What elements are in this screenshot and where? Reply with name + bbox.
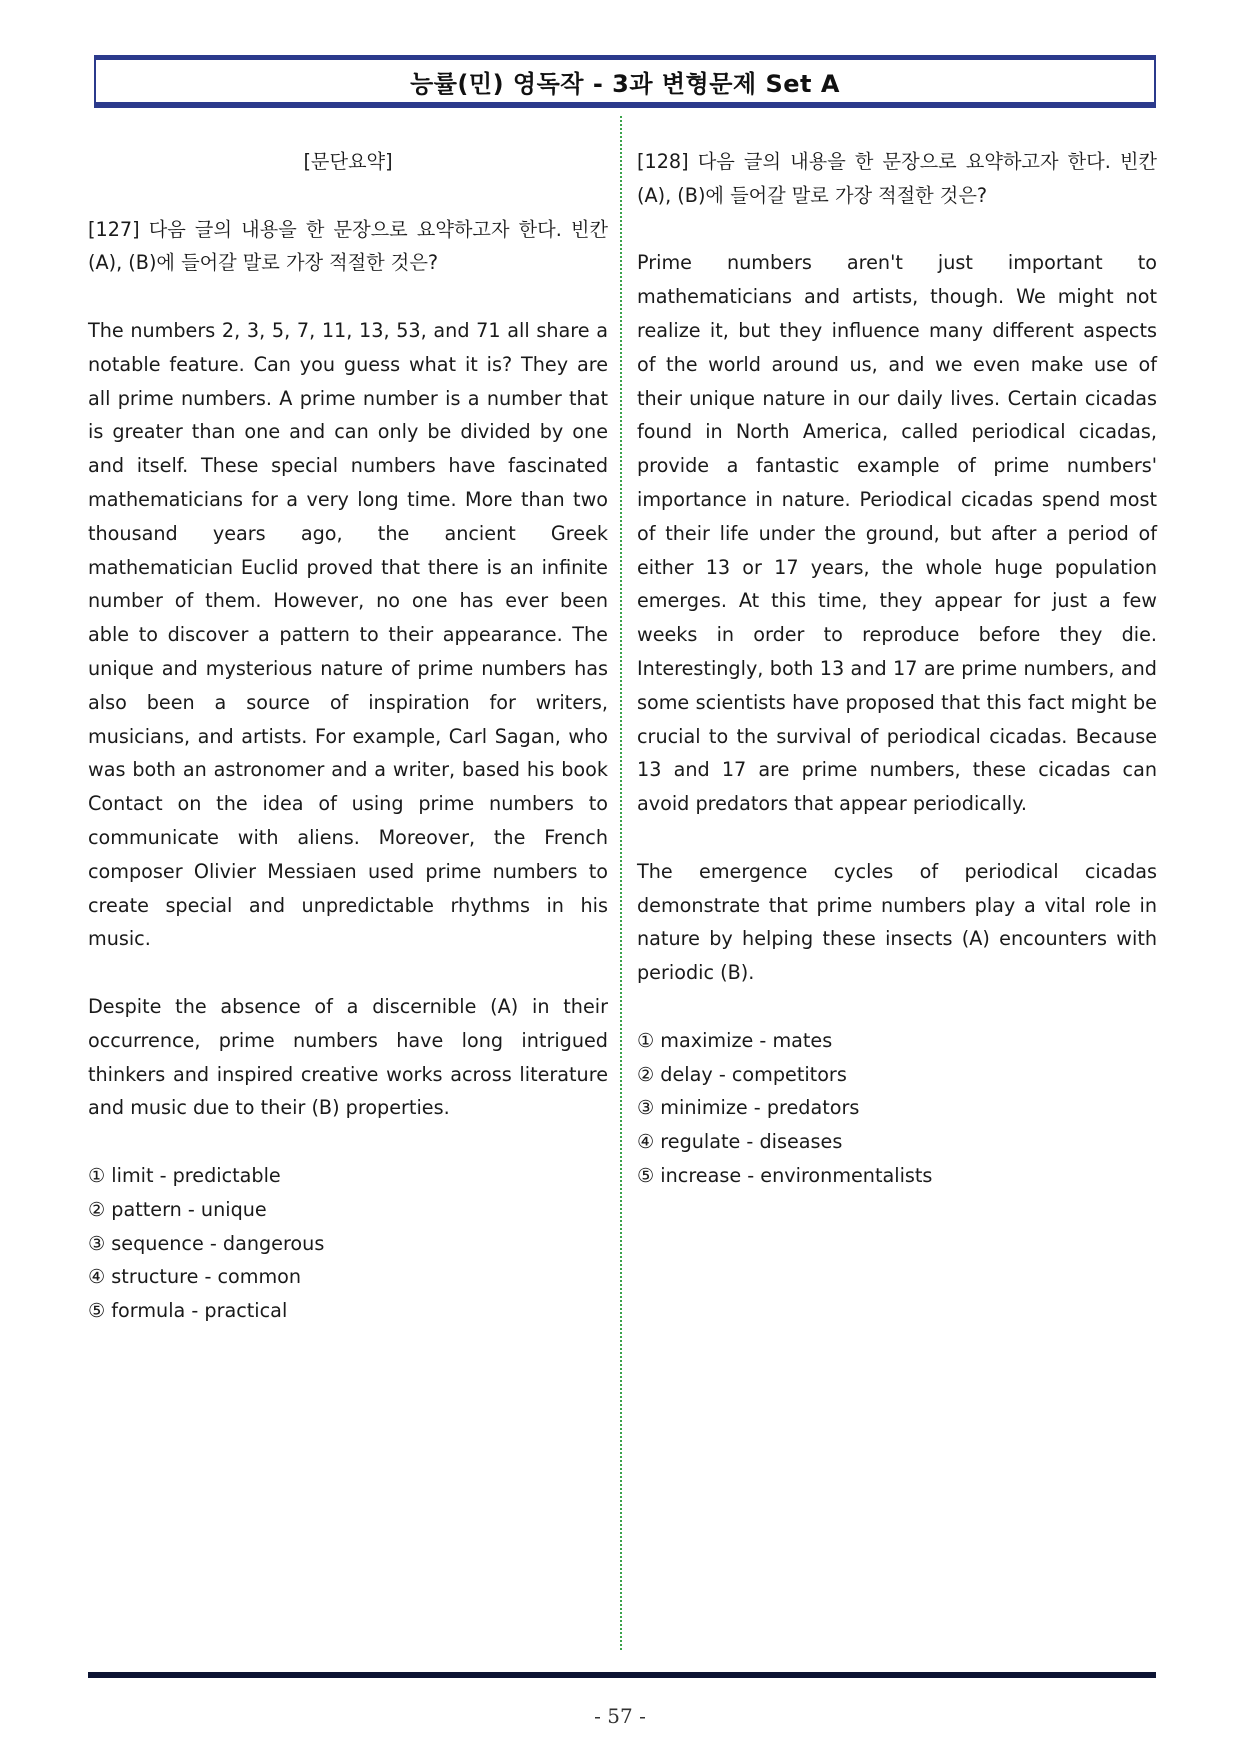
- section-label: [문단요약]: [303, 150, 393, 173]
- footer-rule: [88, 1672, 1156, 1678]
- summary-128: The emergence cycles of periodical cicadas demonstrate that prime numbers play a vital role in nature by helping these insects (A) encounters with periodic (B).: [637, 859, 1157, 985]
- page-number: - 57 -: [594, 1704, 646, 1728]
- option-127-5: ⑤ formula - practical: [88, 1299, 288, 1323]
- options-128: [637, 1024, 1157, 1193]
- left-column: [88, 145, 608, 1328]
- option-128-4: ④ regulate - diseases: [637, 1130, 843, 1154]
- option-128-5: ⑤ increase - environmentalists: [637, 1163, 933, 1187]
- option-128-2: ② delay - competitors: [637, 1062, 847, 1086]
- question-127: [127] 다음 글의 내용을 한 문장으로 요약하고자 한다. 빈칸 (A), (B)에 들어갈 말로 가장 적절한 것은?: [88, 217, 608, 275]
- option-128-3: ③ minimize - predators: [637, 1096, 860, 1120]
- question-128: [128] 다음 글의 내용을 한 문장으로 요약하고자 한다. 빈칸 (A), (B)에 들어갈 말로 가장 적절한 것은?: [637, 150, 1157, 207]
- passage-128: Prime numbers aren't just important to mathematicians and artists, though. We might not realize it, but they influence many different aspects of the world around us, and we even make use of their unique nature in our daily lives. Certain cicadas found in North America, called periodical cicadas, provide a fantastic example of prime numbers' importance in nature. Periodical cicadas spend most of their life under the ground, but after a period of either 13 or 17 years, the whole huge population emerges. At this time, they appear for just a few weeks in order to reproduce before they die. Interestingly, both 13 and 17 are prime numbers, and some scientists have proposed that this fact might be crucial to the survival of periodical cicadas. Because 13 and 17 are prime numbers, these cicadas can avoid predators that appear periodically.: [637, 251, 1157, 816]
- option-128-1: ① maximize - mates: [637, 1028, 833, 1052]
- page-header: [94, 58, 1156, 104]
- option-127-1: ① limit - predictable: [88, 1163, 281, 1187]
- options-127: [88, 1159, 608, 1328]
- page-title: 능률(민) 영독작 - 3과 변형문제 Set A: [410, 69, 840, 98]
- option-127-3: ③ sequence - dangerous: [88, 1231, 325, 1255]
- option-127-2: ② pattern - unique: [88, 1197, 267, 1221]
- passage-127: The numbers 2, 3, 5, 7, 11, 13, 53, and 71 all share a notable feature. Can you guess what it is? They are all prime numbers. A prime number is a number that is greater than one and can only be divided by one and itself. These special numbers have fascinated mathematicians for a very long time. More than two thousand years ago, the ancient Greek mathematician Euclid proved that there is an infinite number of them. However, no one has ever been able to discover a pattern to their appearance. The unique and mysterious nature of prime numbers has also been a source of inspiration for writers, musicians, and artists. For example, Carl Sagan, who was both an astronomer and a writer, based his book Contact on the idea of using prime numbers to communicate with aliens. Moreover, the French composer Olivier Messiaen used prime numbers to create special and unpredictable rhythms in his music.: [88, 318, 608, 951]
- option-127-4: ④ structure - common: [88, 1265, 302, 1289]
- right-column: [637, 145, 1157, 1193]
- summary-127: Despite the absence of a discernible (A) in their occurrence, prime numbers have long intrigued thinkers and inspired creative works across literature and music due to their (B) properties.: [88, 994, 608, 1120]
- column-divider: [620, 116, 622, 1650]
